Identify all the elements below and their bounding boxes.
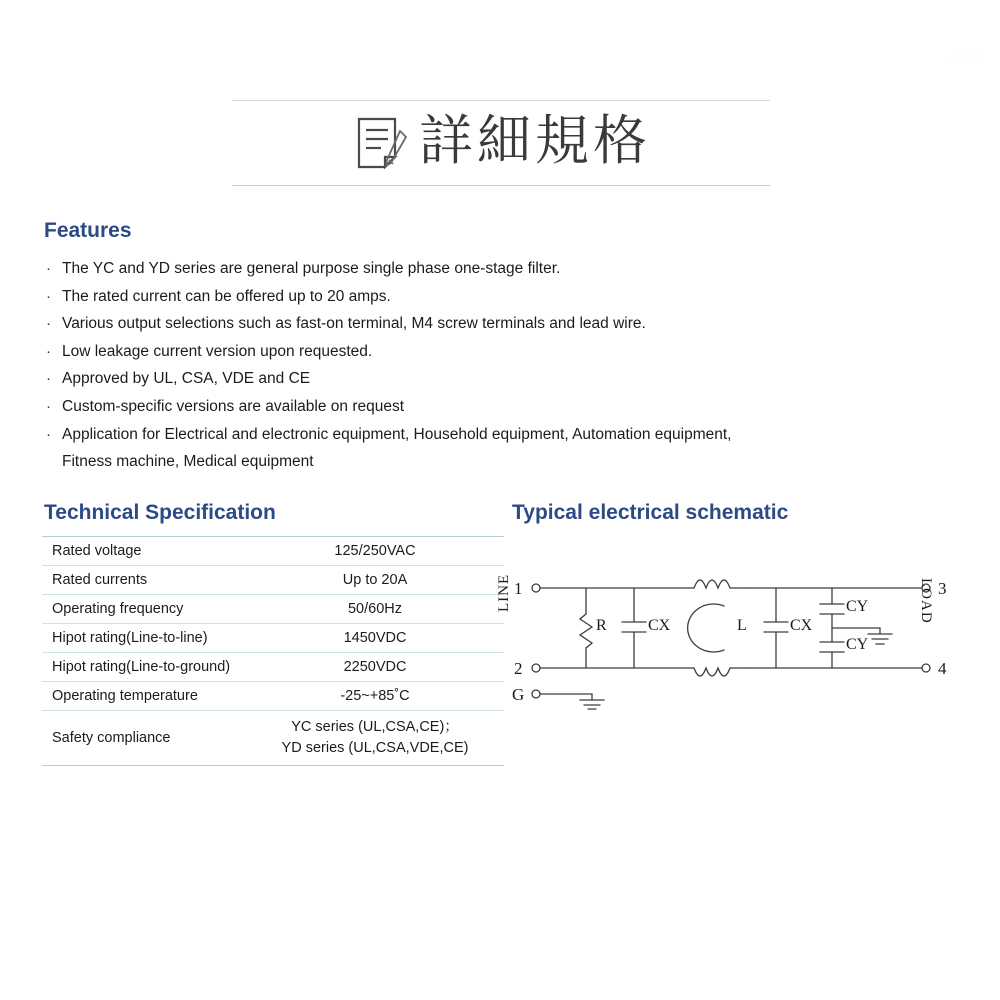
component-label-l: L: [737, 617, 747, 634]
electrical-schematic: [498, 560, 978, 710]
features-heading: Features: [44, 219, 132, 242]
list-item: [46, 421, 926, 476]
list-item-label: The rated current can be offered up to 20 amps.: [62, 287, 391, 305]
list-item-label: Custom-specific versions are available on request: [62, 397, 405, 415]
table-row: [42, 537, 504, 566]
component-label-cx-output: CX: [790, 617, 813, 634]
watermark: CCC: [950, 52, 982, 67]
list-item: [46, 255, 926, 283]
document-pencil-icon: [351, 113, 413, 175]
spec-label: Safety compliance: [52, 730, 171, 746]
table-row: [42, 595, 504, 624]
bullet-icon: ·: [46, 370, 51, 388]
spec-value: 1450VDC: [266, 624, 504, 653]
table-row: [42, 566, 504, 595]
list-item-line2: Fitness machine, Medical equipment: [62, 453, 314, 471]
list-item: [46, 393, 926, 421]
table-row: [42, 682, 504, 711]
spec-value: 50/60Hz: [266, 595, 504, 624]
spec-value: -25~+85˚C: [266, 682, 504, 711]
list-item-label: [62, 421, 926, 476]
schematic-line-label: LINE: [496, 573, 512, 612]
component-label-cx-input: CX: [648, 617, 671, 634]
bullet-icon: ·: [46, 397, 51, 415]
list-item-label: The YC and YD series are general purpose single phase one-stage filter.: [62, 260, 561, 277]
table-row: [42, 711, 504, 766]
spec-value: Up to 20A: [266, 566, 504, 595]
list-item: [46, 283, 926, 311]
bullet-icon: ·: [46, 287, 51, 305]
list-item: [46, 365, 926, 393]
bullet-icon: ·: [46, 260, 51, 277]
terminal-label-1: 1: [514, 579, 523, 598]
list-item-line1: Application for Electrical and electronic equipment, Household equipment, Automation equipment,: [62, 425, 732, 443]
component-label-cy-bottom: CY: [846, 636, 869, 653]
component-label-cy-top: CY: [846, 598, 869, 615]
terminal-label-4: 4: [938, 659, 947, 678]
spec-value: [266, 711, 504, 766]
spec-label: Rated currents: [42, 566, 266, 595]
table-row: [42, 653, 504, 682]
spec-value: 2250VDC: [266, 653, 504, 682]
list-item: [46, 338, 926, 366]
component-label-r: R: [596, 617, 607, 634]
spec-value-line2: YD series (UL,CSA,VDE,CE): [281, 740, 469, 756]
spec-label: Rated voltage: [42, 537, 266, 566]
bullet-icon: ·: [46, 315, 51, 333]
list-item-label: Approved by UL, CSA, VDE and CE: [62, 370, 311, 388]
spec-label: Operating frequency: [42, 595, 266, 624]
page-banner: [232, 100, 770, 186]
spec-label: Hipot rating(Line-to-ground): [42, 653, 266, 682]
terminal-label-3: 3: [938, 579, 947, 598]
spec-value: 125/250VAC: [266, 537, 504, 566]
table-row: [42, 624, 504, 653]
terminal-label-2: 2: [514, 659, 523, 678]
page-title: 詳細規格: [419, 109, 651, 172]
list-item-label: Various output selections such as fast-on terminal, M4 screw terminals and lead wire.: [62, 315, 646, 333]
features-list: [46, 255, 926, 476]
spec-label: Operating temperature: [42, 682, 266, 711]
terminal-label-g: G: [512, 685, 525, 704]
list-item: [46, 310, 926, 338]
bullet-icon: ·: [46, 342, 51, 360]
tech-spec-heading: Technical Specification: [44, 501, 276, 524]
spec-value-line1: YC series (UL,CSA,CE)；: [291, 719, 459, 735]
list-item-label: Low leakage current version upon requested.: [62, 342, 373, 360]
spec-label: Hipot rating(Line-to-line): [42, 624, 266, 653]
bullet-icon: ·: [46, 425, 51, 443]
tech-spec-table: [42, 536, 504, 766]
schematic-load-label: LOAD: [918, 578, 934, 624]
schematic-heading: Typical electrical schematic: [512, 501, 789, 524]
